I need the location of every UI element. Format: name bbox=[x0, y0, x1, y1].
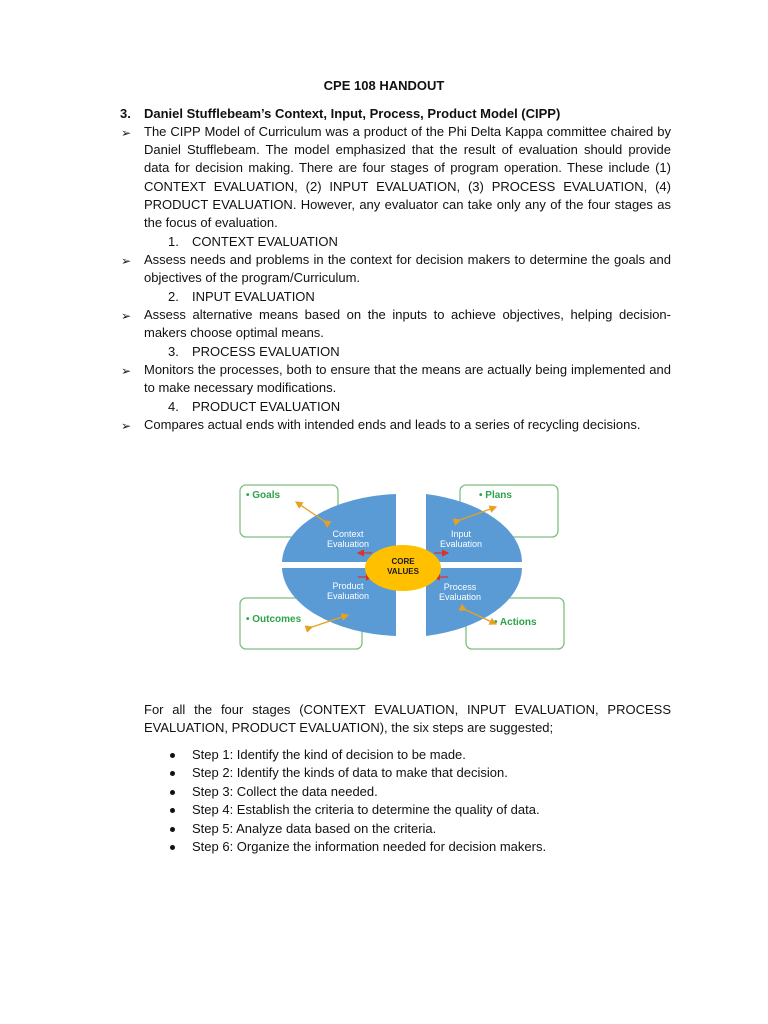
stage-name: CONTEXT EVALUATION bbox=[192, 234, 338, 249]
stage-description-input: Assess alternative means based on the inputs to achieve objectives, helping decision-makers choose optimal means. bbox=[144, 307, 671, 341]
stage-number: 4. bbox=[168, 399, 179, 414]
stage-description-process: Monitors the processes, both to ensure that the means are actually being implemented and to make necessary modifications. bbox=[144, 362, 671, 396]
section-heading bbox=[120, 106, 560, 121]
list-item: Step 1: Identify the kind of decision to be made. bbox=[168, 746, 546, 764]
list-item: Step 6: Organize the information needed for decision makers. bbox=[168, 838, 546, 856]
input-label-line1: Input bbox=[450, 529, 472, 539]
plans-label: • Plans bbox=[479, 490, 512, 501]
context-label-line1: Context bbox=[332, 529, 364, 539]
stage-heading-input bbox=[168, 288, 315, 306]
outcomes-label: • Outcomes bbox=[246, 614, 302, 625]
input-label-line2: Evaluation bbox=[439, 539, 483, 549]
stage-name: PROCESS EVALUATION bbox=[192, 344, 340, 359]
stage-heading-context bbox=[168, 233, 338, 251]
arrow-bullet-icon: ➢ bbox=[121, 126, 132, 140]
list-item: Step 2: Identify the kinds of data to make that decision. bbox=[168, 764, 546, 782]
arrow-bullet-icon: ➢ bbox=[121, 419, 132, 433]
product-label-line2: Evaluation bbox=[326, 591, 370, 601]
stage-number: 1. bbox=[168, 234, 179, 249]
actions-label: • Actions bbox=[494, 617, 537, 628]
intro-paragraph: The CIPP Model of Curriculum was a product of the Phi Delta Kappa committee chaired by Daniel Stufflebeam. The model emphasized that the result of evaluation should provide data for decision making. There are four stages of program operation. These include (1) CONTEXT EVALUATION, (2) INPUT EVALUATION, (3) PROCESS EVALUATION, (4) PRODUCT EVALUATION. However, any evaluator can take only any of the four stages as the focus of evaluation. bbox=[144, 124, 671, 231]
stage-name: PRODUCT EVALUATION bbox=[192, 399, 341, 414]
context-label-line2: Evaluation bbox=[326, 539, 370, 549]
stage-description-context: Assess needs and problems in the context for decision makers to determine the goals and objectives of the program/Curriculum. bbox=[144, 252, 671, 286]
stage-description-product: Compares actual ends with intended ends and leads to a series of recycling decisions. bbox=[144, 417, 641, 432]
arrow-bullet-icon: ➢ bbox=[121, 309, 132, 323]
stage-number: 2. bbox=[168, 289, 179, 304]
arrow-bullet-icon: ➢ bbox=[121, 364, 132, 378]
page-title: CPE 108 HANDOUT bbox=[323, 78, 445, 93]
stage-name: INPUT EVALUATION bbox=[192, 289, 315, 304]
section-heading-text: Daniel Stufflebeam’s Context, Input, Process, Product Model (CIPP) bbox=[144, 106, 561, 121]
stage-number: 3. bbox=[168, 344, 179, 359]
steps-intro-paragraph: For all the four stages (CONTEXT EVALUATION, INPUT EVALUATION, PROCESS EVALUATION, PRODUCT EVALUATION), the six steps are suggested; bbox=[144, 702, 671, 736]
core-label-line2: VALUES bbox=[387, 567, 419, 576]
stage-heading-process bbox=[168, 343, 340, 361]
goals-label: • Goals bbox=[246, 490, 281, 501]
process-label-line1: Process bbox=[443, 582, 477, 592]
cipp-diagram bbox=[124, 464, 674, 668]
core-label-line1: CORE bbox=[391, 557, 415, 566]
list-item: Step 3: Collect the data needed. bbox=[168, 783, 546, 801]
process-label-line2: Evaluation bbox=[438, 592, 482, 602]
section-number: 3. bbox=[120, 106, 131, 121]
steps-list bbox=[168, 746, 546, 856]
product-label-line1: Product bbox=[332, 581, 364, 591]
arrow-bullet-icon: ➢ bbox=[121, 254, 132, 268]
stage-heading-product bbox=[168, 398, 340, 416]
list-item: Step 4: Establish the criteria to determine the quality of data. bbox=[168, 801, 546, 819]
list-item: Step 5: Analyze data based on the criteria. bbox=[168, 820, 546, 838]
